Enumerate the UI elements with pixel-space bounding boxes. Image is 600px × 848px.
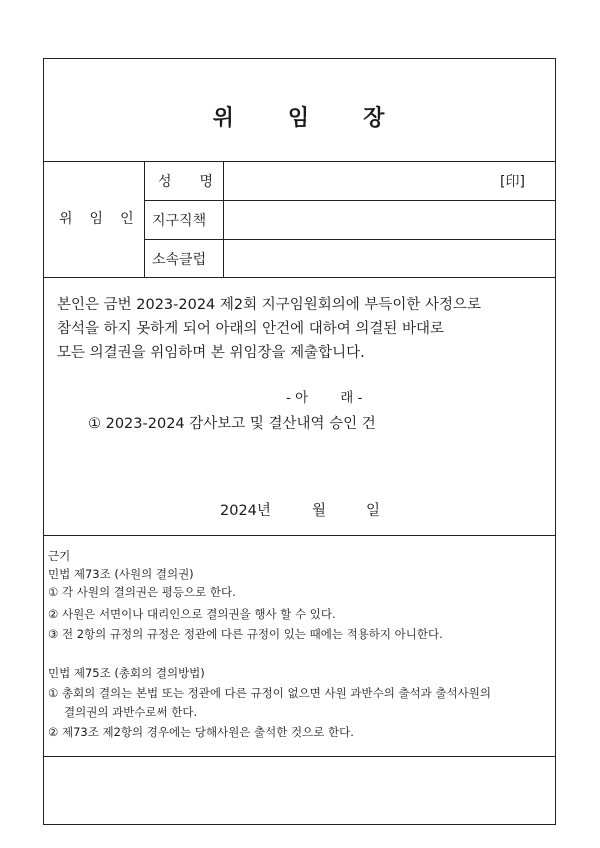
statement-line: 모든 의결권을 위임하며 본 위임장을 제출합니다. [57,345,365,361]
club-field[interactable] [225,240,553,276]
law-item: ① 총회의 결의는 본법 또는 정관에 다른 규정이 없으면 사원 과반수의 출석과 출석사원의 [48,686,491,700]
date-day: 일 [366,503,381,519]
law-item: ③ 전 2항의 규정의 규정은 정관에 다른 규정이 있는 때에는 적용하지 아니한다. [48,627,443,641]
statement-line: 참석을 하지 못하게 되어 아래의 안건에 대하여 의결된 바대로 [57,321,445,337]
law-item: ② 제73조 제2항의 경우에는 당해사원은 출석한 것으로 한다. [48,725,354,739]
basis-heading: 근기 [48,549,71,563]
date-month: 월 [312,503,327,519]
divider [44,535,555,536]
law-title: 민법 제73조 (사원의 결의권) [48,567,194,581]
law-title: 민법 제75조 (총회의 결의방법) [48,666,205,680]
divider [44,277,555,278]
date-year: 2024년 [220,503,271,519]
proxy-form [43,58,556,825]
divider [144,161,145,277]
below-heading: - 아 래 - [286,390,363,406]
statement-line: 본인은 금번 2023-2024 제2회 지구임원회의에 부득이한 사정으로 [57,297,482,313]
club-label: 소속클럽 [152,252,207,268]
document-title: 위 임 장 [212,106,387,131]
district-position-label: 지구직책 [152,213,207,229]
seal-mark: [印] [500,174,525,190]
agenda-item: ① 2023-2024 감사보고 및 결산내역 승인 건 [88,416,376,432]
district-position-field[interactable] [225,201,553,238]
delegate-label: 위 임 인 [59,211,134,227]
law-item: ② 사원은 서면이나 대리인으로 결의권을 행사 할 수 있다. [48,607,336,621]
divider [44,756,555,757]
name-field-label: 성 명 [158,174,214,190]
law-item: 결의권의 과반수로써 한다. [64,705,198,719]
divider [223,161,224,277]
law-item: ① 각 사원의 결의권은 평등으로 한다. [48,585,236,599]
